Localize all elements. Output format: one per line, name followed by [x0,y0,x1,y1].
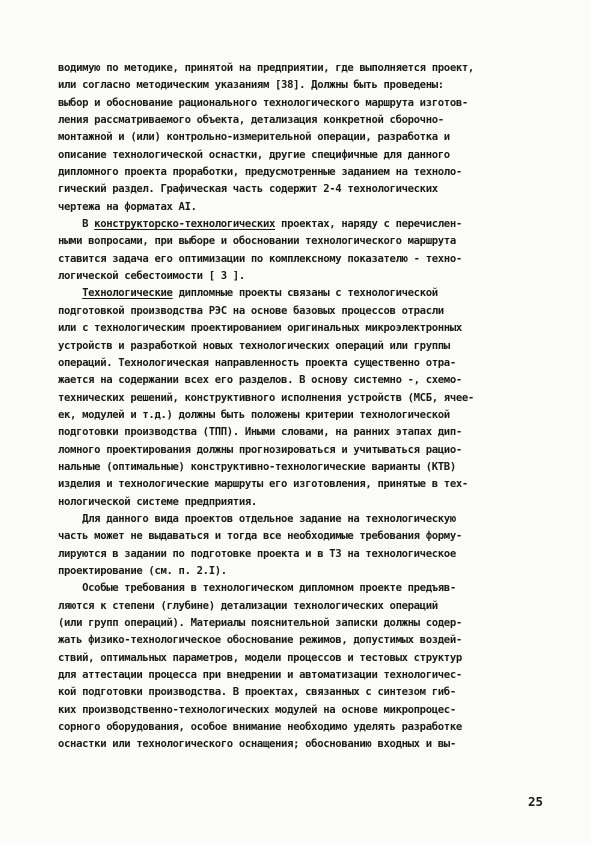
text-line: для аттестации процесса при внедрении и автоматизации технологичес- [58,669,462,682]
text-line: В конструкторско-технологических проектах, наряду с перечислен- [58,218,462,231]
page-number: 25 [528,794,544,809]
text-line: подготовкой производства РЭС на основе базовых процессов отрасли [58,304,444,317]
text-line: гический раздел. Графическая часть содержит 2-4 технологических [58,183,438,196]
text-line: водимую по методике, принятой на предприятии, где выполняется проект, [58,62,474,74]
text-line: ствий, оптимальных параметров, модели процессов и тестовых структур [58,651,462,664]
body-text [58,60,558,754]
text-line: лируются в задании по подготовке проекта и в ТЗ на технологическое [58,547,456,560]
text-line: нологической системе предприятия. [58,495,257,508]
text-line: ломного проектирования должны прогнозироваться и учитываться рацио- [58,443,462,456]
underlined-term: Технологические [82,287,173,300]
text-line: монтажной и (или) контрольно-измерительной операции, разработка и [58,131,450,144]
text-line: или согласно методическим указаниям [38]. Должны быть проведены: [58,79,444,92]
text-line: Технологические дипломные проекты связаны с технологической [82,287,438,300]
text-line: технических решений, конструктивного исполнения устройств (МСБ, ячеe- [58,391,474,404]
text-line: нальные (оптимальные) конструктивно-технологические варианты (КТВ) [58,460,456,473]
text-line: часть может не выдаваться и тогда все необходимые требования форму- [58,530,462,543]
text-line: Для данного вида проектов отдельное задание на технологическую [58,512,456,525]
text-line: подготовки производства (ТПП). Иными словами, на ранних этапах дип- [58,426,462,439]
text-line: описание технологической оснастки, другие специфичные для данного [58,148,450,161]
text-line: изделия и технологические маршруты его изготовления, принятые в тех- [58,478,468,491]
text-line: кой подготовки производства. В проектах, связанных с синтезом гиб- [58,686,456,699]
text-line: чертежа на форматах АI. [58,200,197,213]
text-line: дипломного проекта проработки, предусмотренные заданием на техноло- [58,166,462,179]
text-line: сорного оборудования, особое внимание необходимо уделять разработке [58,721,462,734]
text-line: Особые требования в технологическом дипломном проекте предъяв- [58,582,456,595]
text-line: (или групп операций). Материалы пояснительной записки должны содер- [58,617,462,629]
text-line: ными вопросами, при выборе и обосновании технологического маршрута [58,235,456,248]
text-line: оснастки или технологического оснащения; обоснованию входных и вы- [58,738,456,751]
text-line: устройств и разработкой новых технологических операций или группы [58,339,450,352]
text-line: жать физико-технологическое обоснование режимов, допустимых воздей- [58,634,462,647]
text-line: жается на содержании всех его разделов. В основу системно -, схемо- [58,374,462,387]
text-line: операций. Технологическая направленность проекта существенно отра- [58,356,456,369]
text-line: ления рассматриваемого объекта, детализация конкретной сборочно- [58,114,444,127]
text-line: логической себестоимости [ 3 ]. [58,270,245,283]
underlined-term: конструкторско-технологических [94,218,276,231]
text-line: ких производственно-технологических модулей на основе микропроцес- [58,703,456,716]
text-line: проектирование (см. п. 2.I). [58,564,227,577]
text-line: или с технологическим проектированием оригинальных микроэлектронных [58,322,462,335]
text-line: ек, модулей и т.д.) должны быть положены критерии технологической [58,408,450,421]
text-line: выбор и обоснование рационального технологического маршрута изготов- [58,96,468,109]
text-line: ляются к степени (глубине) детализации технологических операций [58,599,438,612]
text-line: ставится задача его оптимизации по комплексному показателю - техно- [58,252,462,265]
